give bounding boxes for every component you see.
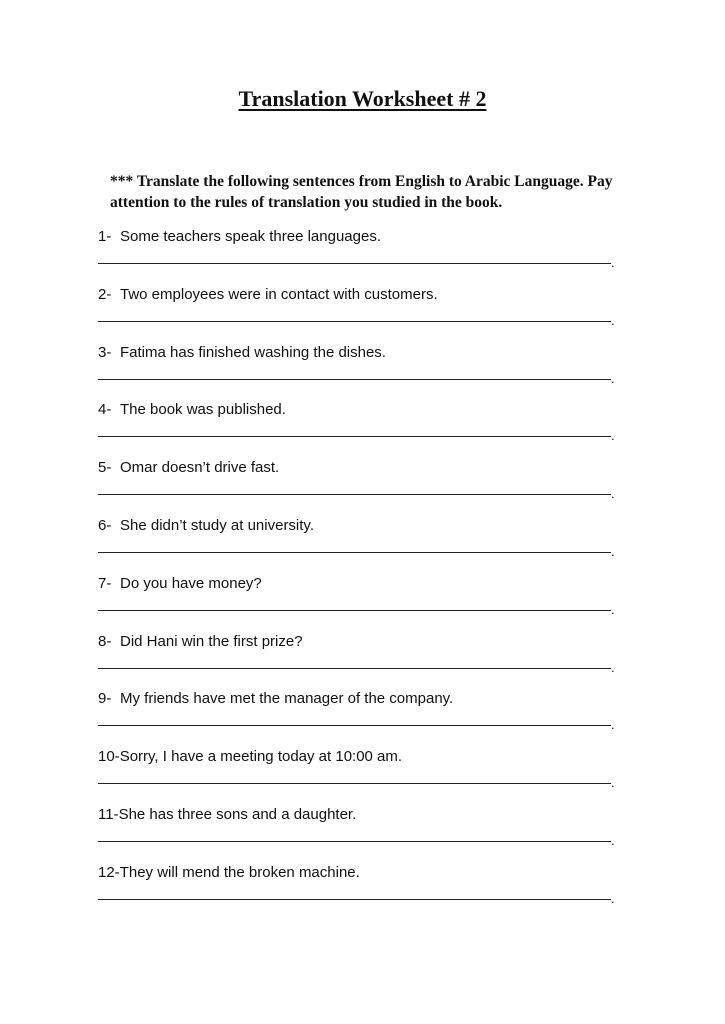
question-sentence: Sorry, I have a meeting today at 10:00 am. (119, 748, 403, 766)
question-item (98, 400, 628, 458)
question-item (98, 574, 628, 632)
question-number: 12- (98, 863, 120, 881)
answer-line[interactable] (98, 610, 611, 611)
question-item (98, 285, 628, 343)
question-item (98, 689, 628, 747)
answer-end-mark: . (611, 890, 615, 906)
question-text-row (98, 689, 453, 709)
question-item (98, 516, 628, 574)
question-number: 4- (98, 401, 112, 419)
answer-end-mark: . (611, 775, 615, 791)
answer-line[interactable] (98, 725, 611, 726)
question-text-row (98, 574, 262, 594)
question-number: 11- (98, 805, 119, 823)
answer-line[interactable] (98, 494, 611, 495)
question-item (98, 863, 628, 921)
question-sentence: Do you have money? (120, 574, 262, 592)
answer-end-mark: . (611, 255, 615, 270)
answer-end-mark: . (611, 832, 615, 848)
answer-line[interactable] (98, 379, 611, 380)
question-text-row (98, 285, 438, 305)
question-text-row (98, 805, 356, 825)
question-list (98, 227, 628, 921)
question-sentence: She didn’t study at university. (120, 516, 314, 534)
question-text-row (98, 458, 279, 478)
question-item (98, 747, 628, 805)
question-number: 10- (98, 748, 120, 766)
answer-line[interactable] (98, 263, 611, 264)
answer-line[interactable] (98, 436, 611, 437)
question-sentence: The book was published. (120, 401, 286, 419)
answer-end-mark: . (611, 428, 615, 444)
question-number: 3- (98, 343, 112, 361)
question-text-row (98, 343, 386, 363)
question-sentence: Omar doesn’t drive fast. (120, 459, 280, 477)
answer-end-mark: . (611, 370, 615, 386)
answer-line[interactable] (98, 783, 611, 784)
question-number: 2- (98, 285, 112, 303)
question-sentence: They will mend the broken machine. (119, 863, 360, 881)
question-item (98, 343, 628, 401)
question-sentence: Some teachers speak three languages. (120, 228, 381, 245)
question-item (98, 805, 628, 863)
answer-end-mark: . (611, 659, 615, 675)
answer-line[interactable] (98, 841, 611, 842)
question-number: 8- (98, 632, 112, 650)
question-item (98, 632, 628, 690)
question-item (98, 458, 628, 516)
question-sentence: Did Hani win the first prize? (120, 632, 303, 650)
answer-line[interactable] (98, 321, 611, 322)
worksheet-title: Translation Worksheet # 2 (238, 86, 487, 111)
question-text-row (98, 516, 314, 536)
question-sentence: Fatima has finished washing the dishes. (120, 343, 386, 361)
question-item (98, 227, 628, 285)
question-number: 9- (98, 690, 112, 708)
question-text-row (98, 863, 360, 883)
question-text-row (98, 400, 286, 420)
answer-line[interactable] (98, 899, 611, 900)
answer-end-mark: . (611, 312, 615, 328)
answer-end-mark: . (611, 486, 615, 502)
question-number: 5- (98, 459, 112, 477)
question-number: 6- (98, 516, 112, 534)
question-text-row (98, 747, 402, 767)
question-number: 7- (98, 574, 112, 592)
answer-end-mark: . (611, 717, 615, 733)
question-text-row (98, 227, 381, 247)
answer-end-mark: . (611, 601, 615, 617)
question-sentence: My friends have met the manager of the company. (120, 690, 454, 708)
instructions-text: *** Translate the following sentences from English to Arabic Language. Pay attention to the rules of translation you studied in the book. (110, 173, 613, 211)
answer-end-mark: . (611, 543, 615, 559)
answer-line[interactable] (98, 668, 611, 669)
question-sentence: Two employees were in contact with customers. (120, 285, 438, 303)
question-text-row (98, 632, 303, 652)
question-sentence: She has three sons and a daughter. (118, 805, 357, 823)
answer-line[interactable] (98, 552, 611, 553)
question-number: 1- (98, 228, 112, 245)
